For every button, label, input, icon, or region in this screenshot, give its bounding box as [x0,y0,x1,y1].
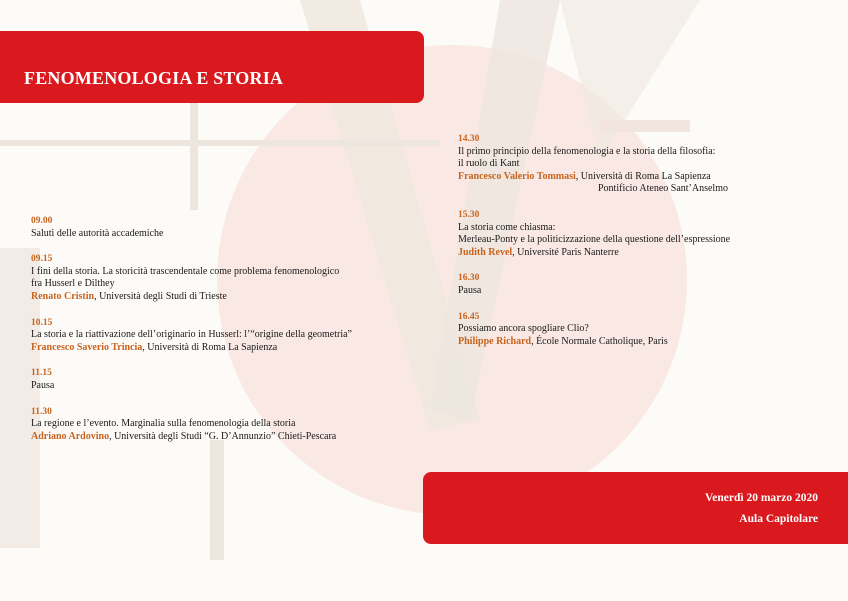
slot-time: 11.15 [31,368,52,379]
slot-title: La storia e la riattivazione dell’originario in Husserl: l’“origine della geometria” [31,329,352,341]
speaker-name: Adriano Ardovino [31,430,110,442]
speaker-affiliation-2: Pontificio Ateneo Sant’Anselmo [598,183,728,195]
slot-title: Pausa [458,284,482,296]
event-date: Venerdì 20 marzo 2020 [705,492,818,504]
slot-speaker-line [458,336,828,349]
speaker-affiliation: , Université Paris Nanterre [512,246,619,258]
speaker-name: Francesco Valerio Tommasi [458,170,576,182]
slot-title: Merleau-Ponty e la politicizzazione della questione dell’espressione [458,234,731,246]
speaker-name: Francesco Saverio Trincia [31,341,143,353]
header-banner [0,31,424,103]
speaker-affiliation: , Università di Roma La Sapienza [575,170,711,182]
program-slot [31,367,421,392]
slot-title: Saluti delle autorità accademiche [31,227,164,239]
footer-banner [423,472,848,544]
slot-speaker-line [31,291,421,304]
slot-speaker-line [31,431,421,444]
slot-title: Pausa [31,379,55,391]
program-left-column [31,215,421,456]
event-location: Aula Capitolare [739,513,818,525]
speaker-affiliation: , Università degli Studi “G. D’Annunzio” Chieti-Pescara [109,430,337,442]
slot-time: 14.30 [458,134,480,144]
slot-title: il ruolo di Kant [458,158,520,170]
speaker-affiliation: , Università di Roma La Sapienza [142,341,278,353]
slot-speaker-line [31,342,421,355]
slot-time: 15.30 [458,209,480,220]
program-slot [31,317,421,355]
program-slot [31,253,421,303]
speaker-name: Judith Revel [458,246,513,258]
slot-speaker-line [458,171,828,184]
slot-title: La storia come chiasma: [458,221,556,233]
program-slot [458,133,828,196]
slot-time: 16.45 [458,311,480,322]
speaker-name: Renato Cristin [31,290,95,302]
slot-title: La regione e l’evento. Marginalia sulla fenomenologia della storia [31,418,296,430]
slot-time: 16.30 [458,273,480,284]
program-slot [31,406,421,444]
speaker-affiliation: , Università degli Studi di Trieste [94,290,227,302]
slot-time: 09.00 [31,216,53,226]
slot-title: Il primo principio della fenomenologia e la storia della filosofia: [458,145,716,157]
program-right-column [458,133,828,361]
slot-title: Possiamo ancora spogliare Clio? [458,323,589,335]
slot-title: fra Husserl e Dilthey [31,278,115,290]
slot-time: 10.15 [31,317,53,328]
program-slot [458,209,828,259]
program-slot [458,272,828,297]
page-title: FENOMENOLOGIA E STORIA [24,68,284,88]
slot-speaker-line [458,247,828,260]
speaker-name: Philippe Richard [458,335,532,347]
program-slot [458,311,828,349]
speaker-affiliation: , École Normale Catholique, Paris [531,335,668,347]
program-slot [31,215,421,240]
slot-time: 11.30 [31,406,52,417]
slot-title: I fini della storia. La storicità trascendentale come problema fenomenologico [31,265,340,277]
slot-time: 09.15 [31,254,53,265]
